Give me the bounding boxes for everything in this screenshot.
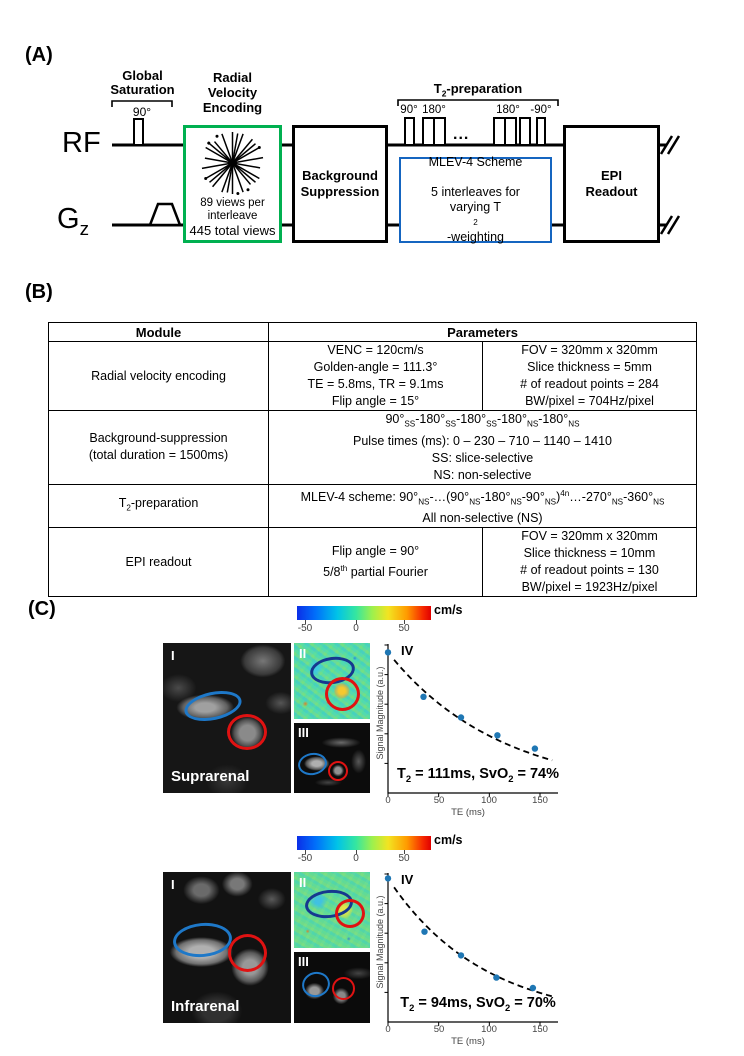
t2-preparation-label: $T_2$-preparation bbox=[433, 81, 523, 99]
aorta-roi-circle bbox=[335, 899, 365, 928]
gz-axis-label: $G_z$ bbox=[57, 203, 89, 239]
table-row bbox=[49, 342, 697, 411]
params-cell: MLEV-4 scheme: $90^\circ_{NS}-\dots(90^\circ_{NS}-180^\circ_{NS}-90^\circ_{NS})^{4n}\dots-270^\circ_{NS}-360^\circ_{NS}$ All non-selective (NS) bbox=[269, 484, 697, 528]
radial-spokes-icon bbox=[186, 130, 279, 196]
colorbar-unit-label: cm/s bbox=[434, 833, 463, 847]
break-slashes bbox=[661, 136, 679, 234]
t2prep-pulses bbox=[405, 118, 545, 145]
sequence-parameters-table bbox=[48, 322, 697, 597]
background-suppression-box: Background Suppression bbox=[292, 125, 388, 243]
plot-label-iv: IV bbox=[401, 872, 414, 887]
views-per-interleave-text: 89 views per interleave bbox=[200, 197, 265, 222]
module-cell: EPI readout bbox=[49, 528, 269, 597]
image-label-i: I bbox=[171, 648, 175, 663]
module-header: Module bbox=[49, 323, 269, 342]
image-label-ii: II bbox=[299, 875, 307, 890]
image-label-ii: II bbox=[299, 646, 307, 661]
colorbar-tick-label: -50 bbox=[297, 853, 313, 864]
panel-c-label: (C) bbox=[28, 598, 56, 620]
infrarenal-t2-decay-plot bbox=[368, 869, 568, 1051]
rf-axis-label: RF bbox=[62, 127, 101, 159]
global-saturation-label: Global Saturation bbox=[110, 68, 175, 97]
params-cell: $90^\circ_{SS}-180^\circ_{SS}-180^\circ_{SS}-180^\circ_{NS}-180^\circ_{NS}$ Pulse times (ms): 0 – 230 – 710 – 1140 – 1410 SS: slice-selective NS: non-selective bbox=[269, 411, 697, 485]
module-cell: Radial velocity encoding bbox=[49, 342, 269, 411]
panel-a-label: (A) bbox=[25, 44, 53, 66]
y-axis-label: Signal Magnitude (a.u.) bbox=[375, 895, 385, 989]
image-label-i: I bbox=[171, 877, 175, 892]
table-header-row bbox=[49, 323, 697, 342]
x-tick-label: 150 bbox=[532, 1024, 548, 1035]
colorbar-tick-label: -50 bbox=[297, 623, 313, 634]
suprarenal-anatomy-image bbox=[163, 643, 291, 793]
module-cell: $T_2$-preparation bbox=[49, 484, 269, 528]
aorta-roi-circle bbox=[332, 977, 355, 1000]
x-axis-label: TE (ms) bbox=[451, 807, 485, 818]
radial-velocity-encoding-box bbox=[183, 125, 282, 243]
suprarenal-t2-decay-plot bbox=[368, 640, 568, 822]
colorbar-tick-label: 0 bbox=[353, 623, 359, 634]
module-cell: Background-suppression (total duration = 1500ms) bbox=[49, 411, 269, 485]
saturation-pulse bbox=[134, 119, 143, 145]
pulse-angle-90: 90° bbox=[400, 104, 418, 116]
saturation-angle-label: 90° bbox=[132, 105, 152, 119]
x-tick-label: 100 bbox=[481, 795, 497, 806]
parameters-header: Parameters bbox=[269, 323, 697, 342]
table-row bbox=[49, 528, 697, 597]
x-tick-label: 50 bbox=[433, 1024, 445, 1035]
x-tick-label: 150 bbox=[532, 795, 548, 806]
x-tick-label: 50 bbox=[433, 795, 445, 806]
pulse-ellipsis: ... bbox=[453, 126, 470, 143]
t2-svo2-result: $T_2 = 94ms$, SvO$_2$ = 70% bbox=[400, 995, 556, 1013]
colorbar-unit-label: cm/s bbox=[434, 603, 463, 617]
params-cell: Flip angle = 90° 5/8th partial Fourier bbox=[269, 528, 483, 597]
params-cell: FOV = 320mm x 320mm Slice thickness = 5mm # of readout points = 284 BW/pixel = 704Hz/pixel bbox=[483, 342, 697, 411]
velocity-colorbar bbox=[297, 836, 431, 850]
velocity-colorbar bbox=[297, 606, 431, 620]
colorbar-tick-label: 50 bbox=[398, 853, 410, 864]
aorta-roi-circle bbox=[328, 761, 348, 781]
gz-gradient-pulse bbox=[150, 204, 180, 225]
total-views-text: 445 total views bbox=[189, 223, 276, 238]
suprarenal-caption: Suprarenal bbox=[171, 768, 250, 785]
table-row bbox=[49, 411, 697, 485]
y-axis-label: Signal Magnitude (a.u.) bbox=[375, 666, 385, 760]
pulse-angle-180-a: 180° bbox=[422, 104, 446, 116]
x-tick-label: 0 bbox=[385, 1024, 391, 1035]
pulse-angle-180-b: 180° bbox=[496, 104, 520, 116]
params-cell: FOV = 320mm x 320mm Slice thickness = 10mm # of readout points = 130 BW/pixel = 1923Hz/pixel bbox=[483, 528, 697, 597]
aorta-roi-circle bbox=[325, 677, 360, 711]
colorbar-tick-label: 0 bbox=[353, 853, 359, 864]
mlev4-scheme-box: MLEV-4 Scheme 5 interleaves for varying T 2 -weighting bbox=[399, 157, 552, 243]
table-row bbox=[49, 484, 697, 528]
infrarenal-caption: Infrarenal bbox=[171, 998, 240, 1015]
radial-velocity-encoding-title: Radial Velocity Encoding bbox=[202, 70, 263, 115]
colorbar-tick-label: 50 bbox=[398, 623, 410, 634]
pulse-angle-minus90: -90° bbox=[530, 104, 552, 116]
image-label-iii: III bbox=[298, 954, 309, 969]
panel-b-label: (B) bbox=[25, 281, 53, 303]
image-label-iii: III bbox=[298, 725, 309, 740]
params-cell: VENC = 120cm/s Golden-angle = 111.3° TE = 5.8ms, TR = 9.1ms Flip angle = 15° bbox=[269, 342, 483, 411]
t2-svo2-result: $T_2 = 111ms$, SvO$_2$ = 74% bbox=[396, 766, 560, 784]
epi-readout-box: EPI Readout bbox=[563, 125, 660, 243]
aorta-roi-circle bbox=[227, 714, 267, 750]
x-axis-label: TE (ms) bbox=[451, 1036, 485, 1047]
x-tick-label: 100 bbox=[481, 1024, 497, 1035]
plot-label-iv: IV bbox=[401, 643, 414, 658]
x-tick-label: 0 bbox=[385, 795, 391, 806]
aorta-roi-circle bbox=[228, 934, 267, 972]
